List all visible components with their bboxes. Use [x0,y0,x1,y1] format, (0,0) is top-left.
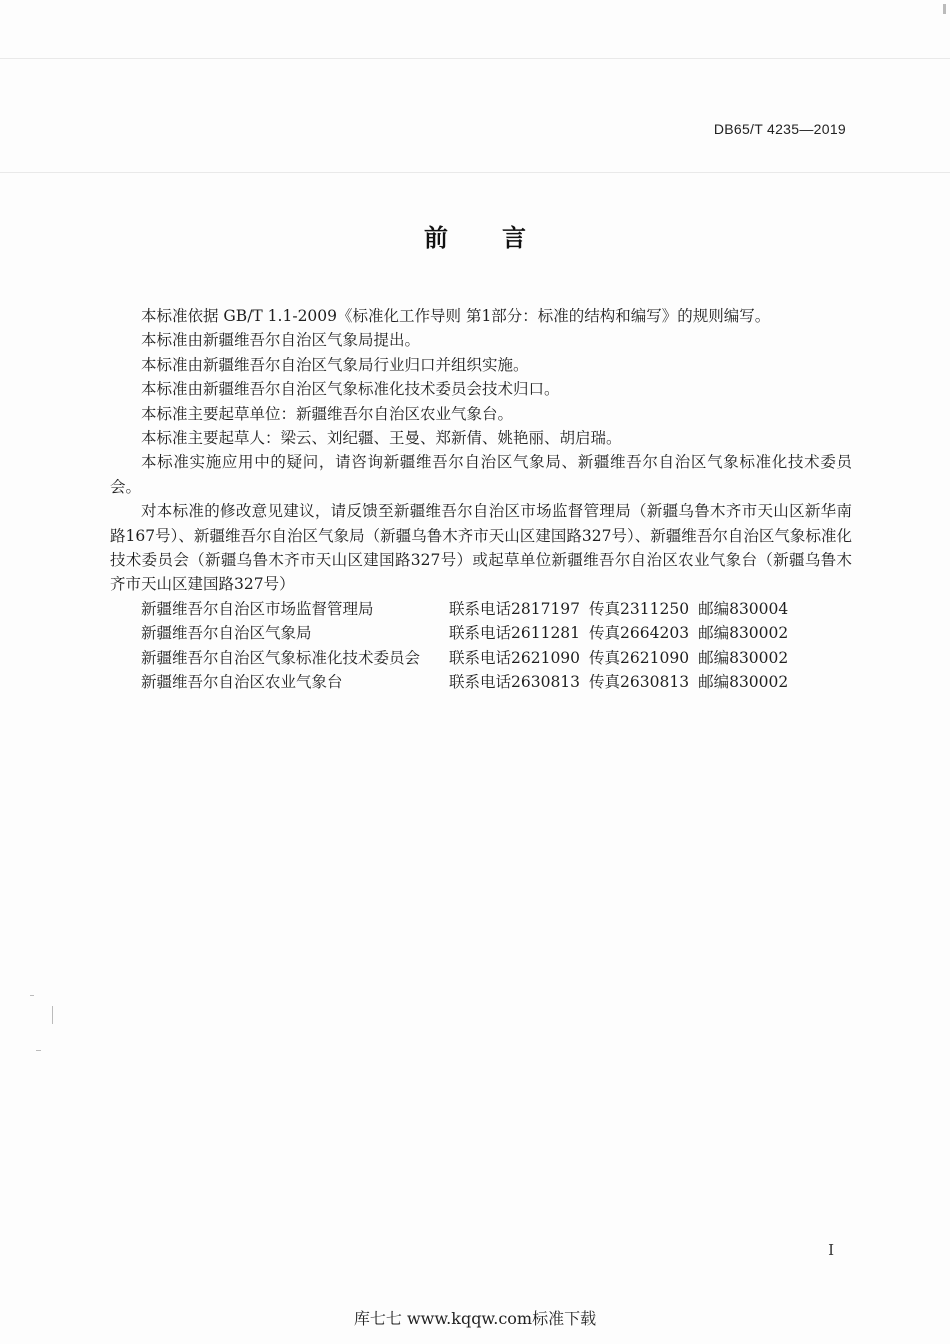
scan-mark [943,4,946,14]
paragraph: 本标准实施应用中的疑问，请咨询新疆维吾尔自治区气象局、新疆维吾尔自治区气象标准化技术委员会。 [110,453,852,496]
contact-org: 新疆维吾尔自治区气象局 [141,624,312,643]
scan-mark [36,1050,41,1051]
contact-org: 新疆维吾尔自治区气象标准化技术委员会 [141,648,421,667]
contact-fax: 传真2311250 [589,599,690,618]
page-number: I [828,1241,834,1259]
contact-org: 新疆维吾尔自治区市场监督管理局 [141,599,374,618]
scan-mark [30,995,34,996]
paragraph: 对本标准的修改意见建议，请反馈至新疆维吾尔自治区市场监督管理局（新疆乌鲁木齐市天山区新华南路167号）、新疆维吾尔自治区气象局（新疆乌鲁木齐市天山区建国路327号）、新疆维吾尔自治区气象标准化技术委员会（新疆乌鲁木齐市天山区建国路327号）或起草单位新疆维吾尔自治区农业气象台（新疆乌鲁木齐市天山区建国路327号） [110,502,852,594]
paragraph: 本标准主要起草单位：新疆维吾尔自治区农业气象台。 [141,404,514,423]
contact-phone: 联系电话2621090 [449,648,581,667]
paragraph: 本标准由新疆维吾尔自治区气象标准化技术委员会技术归口。 [141,380,560,399]
contact-row [110,597,852,621]
paragraph: 本标准主要起草人：梁云、刘纪疆、王曼、郑新倩、姚艳丽、胡启瑞。 [141,429,622,448]
contact-zip: 邮编830002 [698,624,789,643]
paragraph: 本标准依据 GB/T 1.1-2009《标准化工作导则 第1部分：标准的结构和编写》的规则编写。 [141,307,771,325]
contact-phone: 联系电话2630813 [449,673,581,692]
page-title: 前言 [424,224,580,252]
scan-mark [52,1006,53,1024]
contact-org: 新疆维吾尔自治区农业气象台 [141,673,343,692]
contact-zip: 邮编830002 [698,673,789,692]
contact-phone: 联系电话2611281 [449,624,581,643]
standard-code: DB65/T 4235—2019 [713,121,846,137]
scan-artifact-line [0,172,950,173]
contact-row [110,670,852,694]
scan-artifact-line [0,58,950,59]
paragraph: 本标准由新疆维吾尔自治区气象局行业归口并组织实施。 [141,355,529,374]
foreword-body [110,304,852,694]
contact-list [110,597,852,695]
contact-fax: 传真2621090 [589,648,690,667]
contact-zip: 邮编830002 [698,648,789,667]
footer-watermark-text: 库七七 www.kqqw.com标准下载 [353,1309,597,1328]
contact-phone: 联系电话2817197 [449,599,581,618]
contact-row [110,646,852,670]
contact-fax: 传真2664203 [589,624,690,643]
contact-zip: 邮编830004 [698,599,789,618]
contact-row [110,621,852,645]
contact-fax: 传真2630813 [589,673,690,692]
paragraph: 本标准由新疆维吾尔自治区气象局提出。 [141,331,421,350]
